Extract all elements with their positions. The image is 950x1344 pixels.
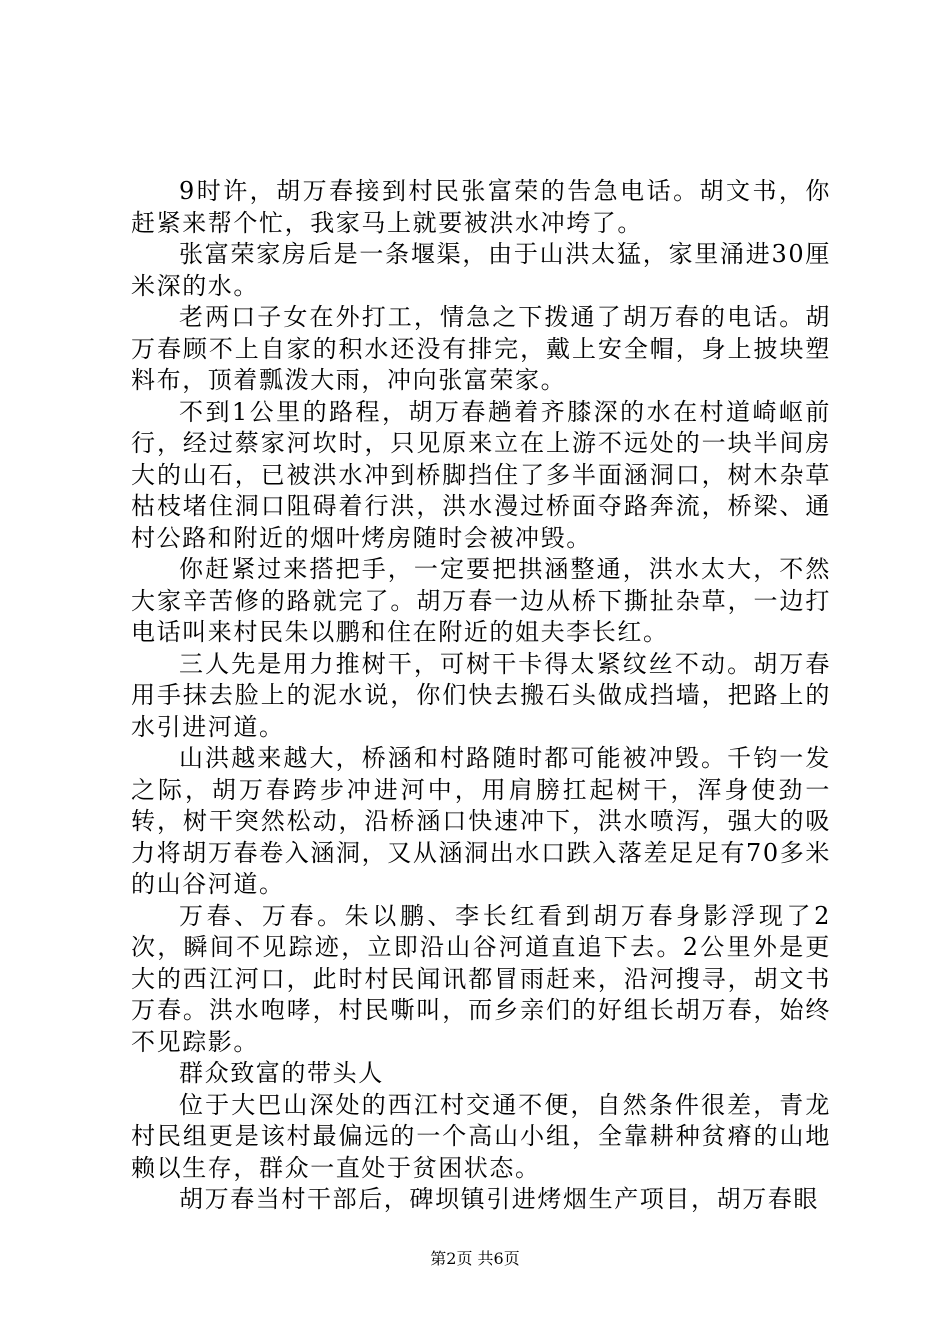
document-body <box>131 176 831 1216</box>
paragraph: 不到1公里的路程，胡万春趟着齐膝深的水在村道崎岖前行，经过蔡家河坎时，只见原来立在上游不远处的一块半间房大的山石，已被洪水冲到桥脚挡住了多半面涵洞口，树木杂草枯枝堵住洞口阻碍着行洪，洪水漫过桥面夺路奔流，桥梁、通村公路和附近的烟叶烤房随时会被冲毁。 <box>131 397 831 552</box>
paragraph: 三人先是用力推树干，可树干卡得太紧纹丝不动。胡万春用手抹去脸上的泥水说，你们快去搬石头做成挡墙，把路上的水引进河道。 <box>131 649 831 741</box>
paragraph: 胡万春当村干部后，碑坝镇引进烤烟生产项目，胡万春眼 <box>179 1185 819 1213</box>
paragraph: 9时许，胡万春接到村民张富荣的告急电话。胡文书，你赶紧来帮个忙，我家马上就要被洪水冲垮了。 <box>131 177 831 237</box>
paragraph: 位于大巴山深处的西江村交通不便，自然条件很差，青龙村民组更是该村最偏远的一个高山小组，全靠耕种贫瘠的山地赖以生存，群众一直处于贫困状态。 <box>131 1090 831 1182</box>
paragraph: 老两口子女在外打工，情急之下拨通了胡万春的电话。胡万春顾不上自家的积水还没有排完，戴上安全帽，身上披块塑料布，顶着瓢泼大雨，冲向张富荣家。 <box>131 303 831 394</box>
paragraph: 你赶紧过来搭把手，一定要把拱涵整通，洪水太大，不然大家辛苦修的路就完了。胡万春一边从桥下撕扯杂草，一边打电话叫来村民朱以鹏和住在附近的姐夫李长红。 <box>131 555 831 646</box>
paragraph: 山洪越来越大，桥涵和村路随时都可能被冲毁。千钧一发之际，胡万春跨步冲进河中，用肩膀扛起树干，浑身使劲一转，树干突然松动，沿桥涵口快速冲下，洪水喷泻，强大的吸力将胡万春卷入涵洞，又从涵洞出水口跌入落差足足有70多米的山谷河道。 <box>131 744 831 898</box>
section-heading: 群众致富的带头人 <box>179 1059 384 1087</box>
page-number-footer: 第2页 共6页 <box>430 1249 520 1268</box>
paragraph: 张富荣家房后是一条堰渠，由于山洪太猛，家里涌进30厘米深的水。 <box>131 240 831 300</box>
paragraph: 万春、万春。朱以鹏、李长红看到胡万春身影浮现了2次，瞬间不见踪迹，立即沿山谷河道直追下去。2公里外是更大的西江河口，此时村民闻讯都冒雨赶来，沿河搜寻，胡文书万春。洪水咆哮，村民嘶叫，而乡亲们的好组长胡万春，始终不见踪影。 <box>131 901 831 1056</box>
